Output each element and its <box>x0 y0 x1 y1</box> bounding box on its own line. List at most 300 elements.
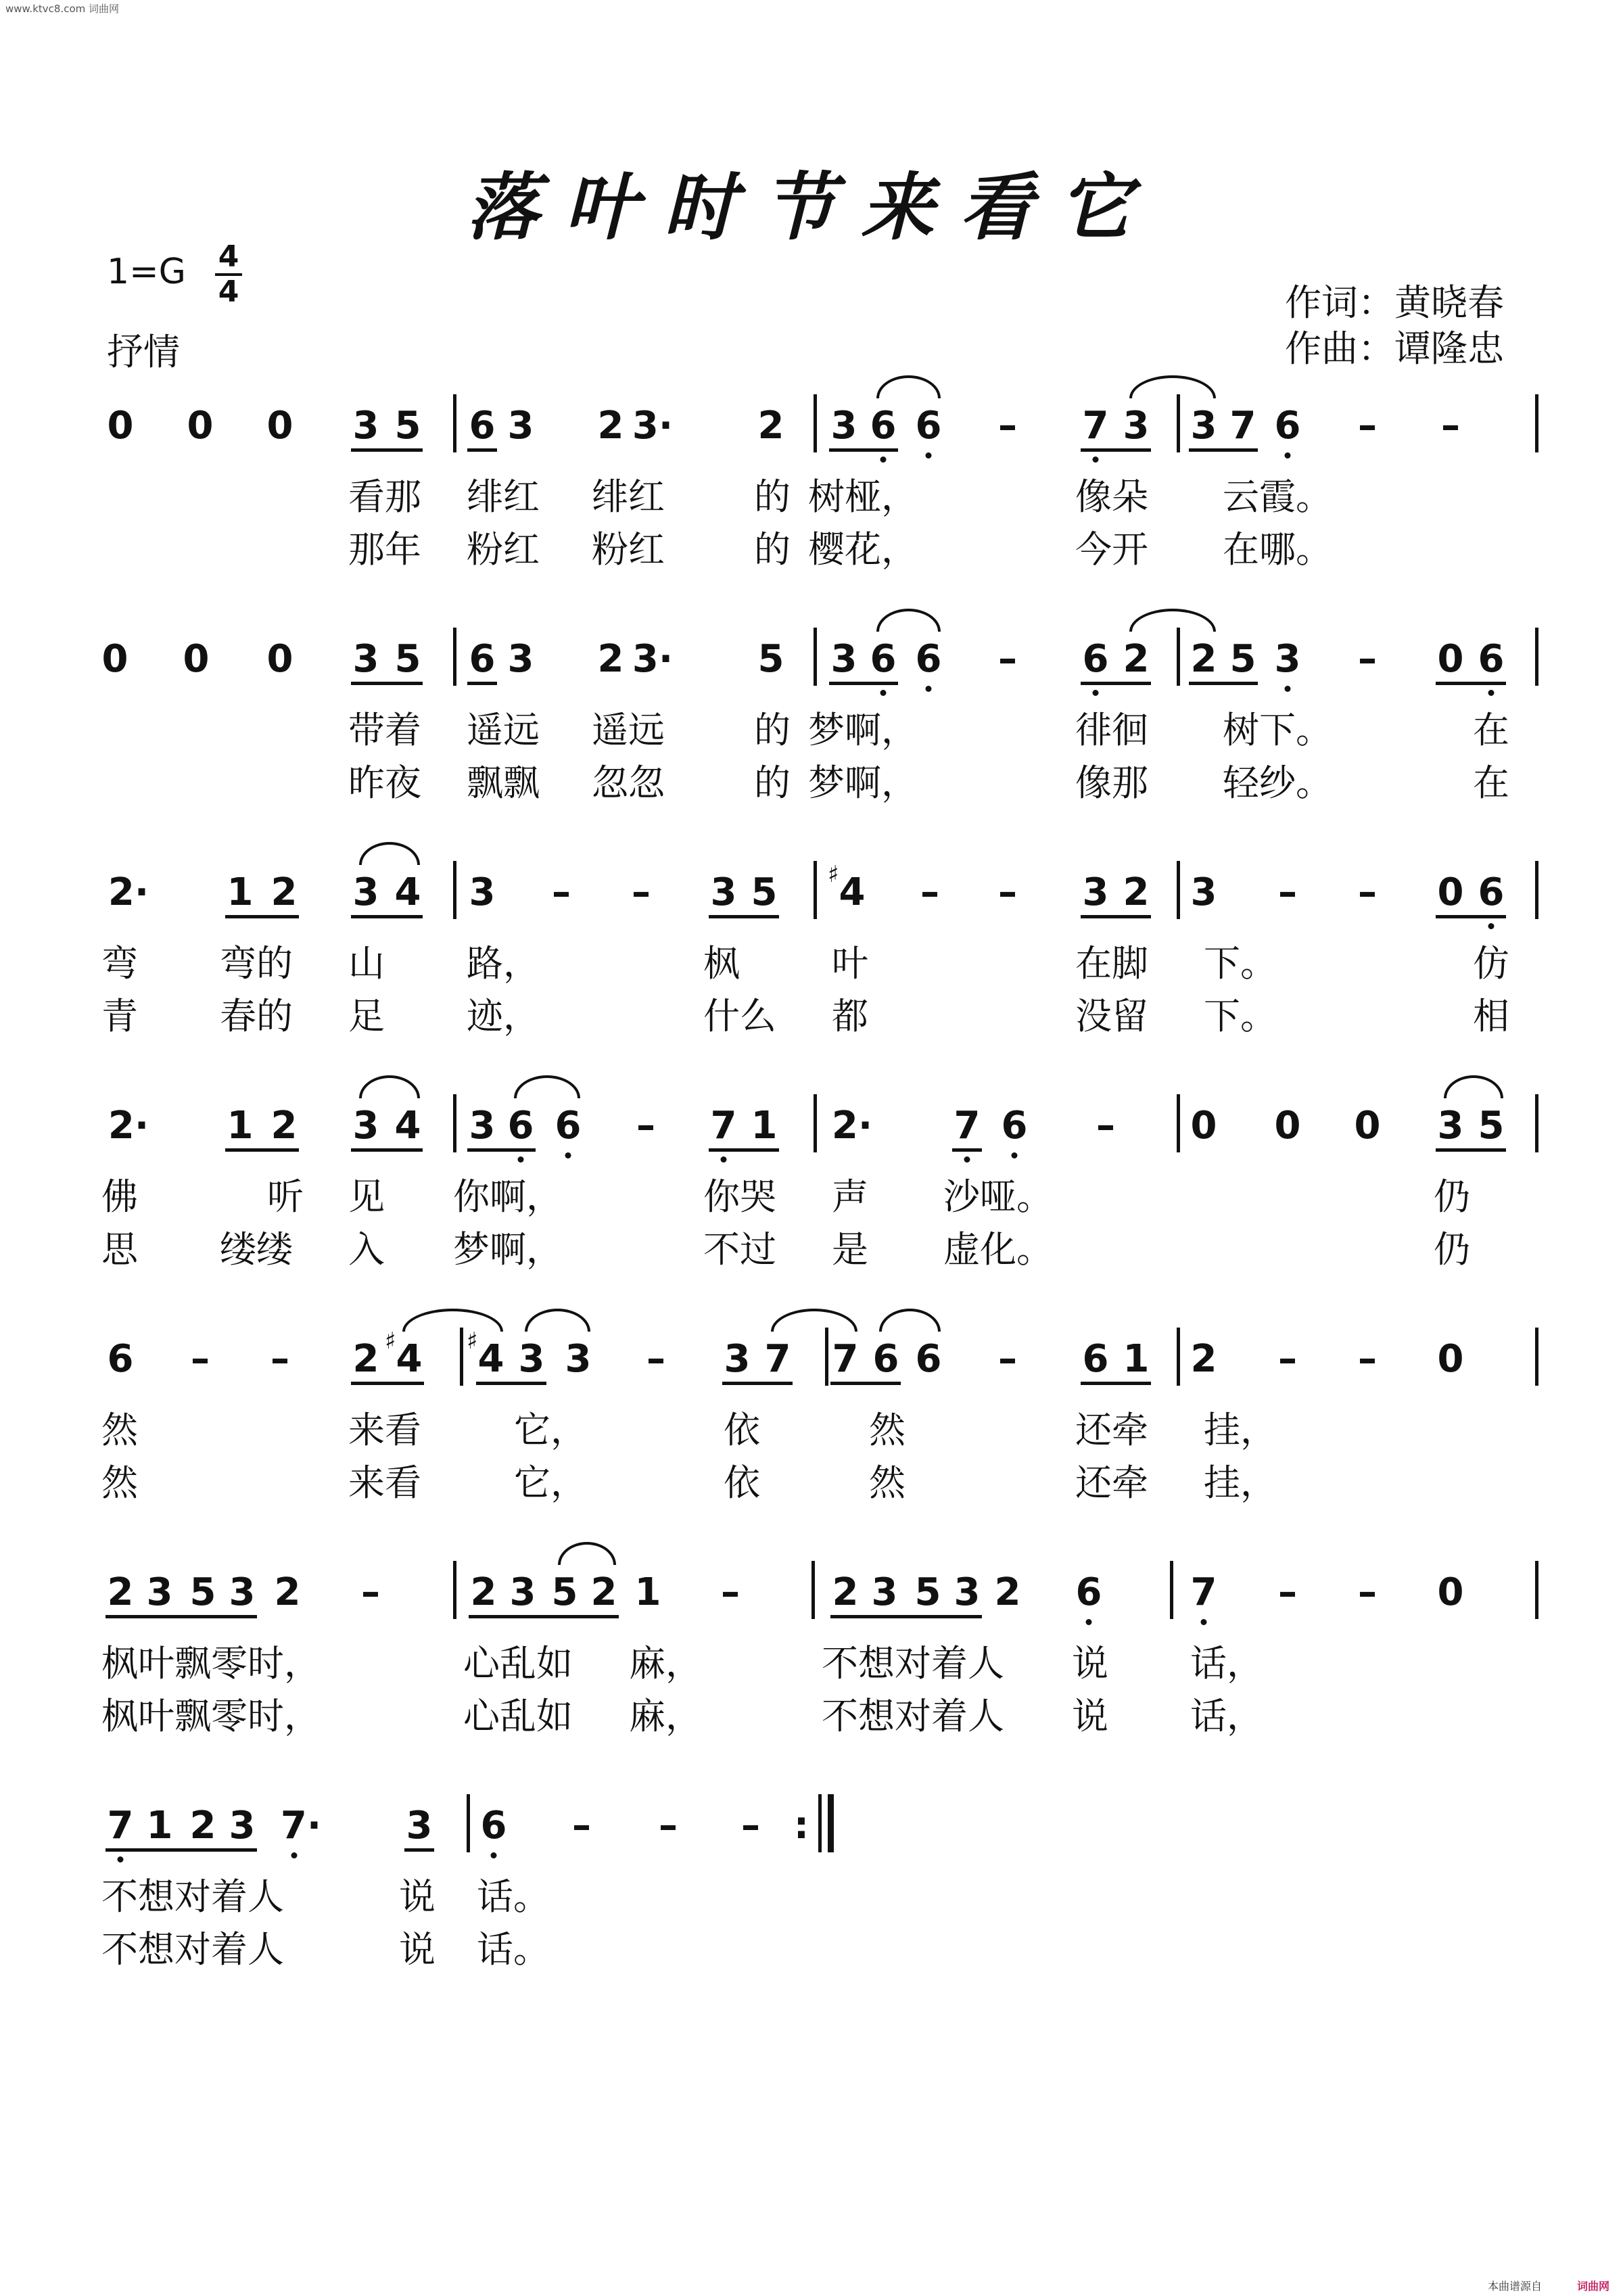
note: 1 <box>1123 1337 1150 1381</box>
note: 5 <box>1478 1104 1505 1148</box>
beam-underline <box>225 915 299 918</box>
lyric-word: 仿 <box>1473 942 1509 985</box>
dash: – <box>572 1804 591 1848</box>
lyric-word: 云霞。 <box>1223 475 1332 518</box>
beam-underline <box>1081 682 1151 685</box>
repeat-end-bar <box>818 1794 822 1852</box>
lyric-word: 沙哑。 <box>943 1175 1053 1218</box>
beam-underline <box>351 915 423 918</box>
note: 6 <box>915 1337 942 1381</box>
song-title: 落叶时节来看它 <box>465 165 1157 250</box>
note: 3 <box>352 1104 379 1148</box>
lyric-word: 山 <box>348 942 385 985</box>
notes-row <box>0 861 1623 950</box>
note: 2· <box>108 870 149 914</box>
lyric-word: 在脚 <box>1075 942 1148 985</box>
bar-line <box>453 861 456 919</box>
beam-underline <box>351 1148 423 1152</box>
lyric-word: 像那 <box>1075 762 1148 804</box>
lyric-word: 在哪。 <box>1223 528 1332 571</box>
note: 7 <box>107 1804 134 1848</box>
note: 5 <box>914 1570 941 1614</box>
note: 3 <box>146 1570 173 1614</box>
note: 0 <box>1437 1337 1464 1381</box>
note: 3 <box>469 870 496 914</box>
site-watermark: www.ktvc8.com 词曲网 <box>5 3 120 15</box>
bar-line <box>814 1094 817 1152</box>
lyric-word: 不想对着人 <box>101 1928 284 1971</box>
note: 3 <box>1190 870 1217 914</box>
note: 2 <box>994 1570 1021 1614</box>
lyric-word: 下。 <box>1204 995 1277 1037</box>
lyric-word: 然 <box>101 1409 138 1451</box>
note: 3 <box>469 1104 496 1148</box>
lyric-word: 绯红 <box>467 475 540 518</box>
dash: – <box>1278 1337 1297 1381</box>
beam-underline <box>467 448 497 452</box>
bar-line <box>814 861 817 919</box>
slur <box>359 842 420 865</box>
note: 0 <box>266 404 293 448</box>
lyric-word: 听 <box>267 1175 304 1218</box>
note: 6 <box>1082 1337 1109 1381</box>
octave-dot <box>1012 1152 1018 1158</box>
octave-dot <box>926 686 932 692</box>
lyric-word: 心乱如 <box>463 1695 573 1737</box>
note: 2 <box>832 1570 859 1614</box>
lyric-word: 那年 <box>348 528 421 571</box>
lyric-word: 麻， <box>629 1642 702 1685</box>
lyric-word: 忽忽 <box>592 762 665 804</box>
note: 5 <box>757 637 784 681</box>
bar-line <box>1170 1561 1173 1619</box>
note: 2 <box>1190 637 1217 681</box>
lyric-word: 依 <box>724 1461 760 1504</box>
bar-line <box>814 394 817 452</box>
lyric-word: 它， <box>514 1409 587 1451</box>
lyric-word: 路， <box>467 942 540 985</box>
dash: – <box>1358 637 1377 681</box>
lyric-word: 是 <box>832 1228 868 1271</box>
dash: – <box>721 1570 740 1614</box>
lyric-word: 带着 <box>348 709 421 751</box>
octave-dot <box>721 1156 727 1163</box>
note: 1 <box>227 870 254 914</box>
lyric-word: 心乱如 <box>463 1642 573 1685</box>
beam-underline <box>469 1615 619 1618</box>
dash: – <box>920 870 939 914</box>
note: 3 <box>509 1570 536 1614</box>
note: 0 <box>1437 1570 1464 1614</box>
lyric-word: 然 <box>869 1461 905 1504</box>
lyric-word: 仍 <box>1434 1228 1470 1271</box>
octave-dot <box>964 1156 970 1163</box>
note: 4 <box>477 1337 504 1381</box>
lyric-word: 都 <box>832 995 868 1037</box>
bar-line <box>453 1094 456 1152</box>
octave-dot <box>1093 690 1099 696</box>
note: 2 <box>270 1104 298 1148</box>
slur <box>876 609 941 632</box>
note: 7 <box>1190 1570 1217 1614</box>
note: 3 <box>871 1570 898 1614</box>
octave-dot <box>1488 690 1495 696</box>
dash: – <box>1278 1570 1297 1614</box>
beam-underline <box>829 448 898 452</box>
dash: – <box>636 1104 655 1148</box>
note: 6 <box>469 404 496 448</box>
note: 7 <box>1082 404 1109 448</box>
lyric-word: 挂， <box>1204 1409 1277 1451</box>
beam-underline <box>105 1848 257 1852</box>
lyric-word: 春的 <box>220 995 293 1037</box>
beam-underline <box>1189 448 1258 452</box>
note: 6 <box>1478 870 1505 914</box>
dash: – <box>998 870 1017 914</box>
lyric-word: 来看 <box>348 1409 421 1451</box>
octave-dot <box>518 1156 524 1163</box>
dash: – <box>1358 1337 1377 1381</box>
note: 1 <box>751 1104 778 1148</box>
beam-underline <box>225 1148 299 1152</box>
note: 6 <box>107 1337 134 1381</box>
dash: – <box>552 870 571 914</box>
note: 5 <box>751 870 778 914</box>
slur <box>1129 375 1216 398</box>
bar-line <box>1535 394 1538 452</box>
note: 6 <box>469 637 496 681</box>
lyric-word: 话。 <box>477 1928 550 1971</box>
tempo-marking: 抒情 <box>107 331 180 373</box>
note: 7 <box>764 1337 791 1381</box>
lyric-word: 粉红 <box>467 528 540 571</box>
dash: – <box>646 1337 665 1381</box>
lyric-word: 的 <box>754 528 791 571</box>
note: 6 <box>480 1804 507 1848</box>
note: 5 <box>1229 637 1256 681</box>
dash: – <box>659 1804 678 1848</box>
note: 7· <box>280 1804 322 1848</box>
dash: – <box>632 870 651 914</box>
note: 3 <box>518 1337 545 1381</box>
note: 2 <box>590 1570 617 1614</box>
lyric-word: 樱花， <box>808 528 918 571</box>
lyric-word: 树下。 <box>1223 709 1332 751</box>
note: 2 <box>1190 1337 1217 1381</box>
note: 2 <box>270 870 298 914</box>
lyric-word: 不想对着人 <box>822 1695 1004 1737</box>
lyric-word: 叶 <box>832 942 868 985</box>
lyric-word: 还牵 <box>1075 1461 1148 1504</box>
lyric-word: 它， <box>514 1461 587 1504</box>
slur <box>1129 609 1216 632</box>
octave-dot <box>565 1152 571 1158</box>
beam-underline <box>829 682 898 685</box>
lyric-word: 说 <box>1072 1695 1108 1737</box>
lyric-word: 的 <box>754 762 791 804</box>
lyric-word: 在 <box>1473 762 1509 804</box>
key-signature: 1=G <box>107 252 186 292</box>
note: 5 <box>189 1570 216 1614</box>
dash: – <box>191 1337 210 1381</box>
lyric-word: 枫叶飘零时， <box>101 1695 321 1737</box>
note: 0 <box>1190 1104 1217 1148</box>
bar-line <box>467 1794 470 1852</box>
note: 3 <box>352 870 379 914</box>
note: 3· <box>632 404 674 448</box>
beam-underline <box>467 1148 536 1152</box>
note: 5 <box>394 637 421 681</box>
lyric-word: 说 <box>1072 1642 1108 1685</box>
note: 3 <box>565 1337 592 1381</box>
lyric-word: 飘飘 <box>467 762 540 804</box>
note: 3 <box>507 404 534 448</box>
beam-underline <box>722 1382 793 1385</box>
note: 6 <box>1274 404 1301 448</box>
lyric-word: 话， <box>1190 1695 1263 1737</box>
bar-line <box>460 1328 463 1386</box>
composer: 作曲：谭隆忠 <box>1285 327 1504 370</box>
sharp-sign: ♯ <box>828 861 839 888</box>
note: 0 <box>1437 870 1464 914</box>
lyric-word: 的 <box>754 475 791 518</box>
beam-underline <box>1436 915 1506 918</box>
note: 2 <box>470 1570 497 1614</box>
note: 1 <box>634 1570 661 1614</box>
beam-underline <box>1081 448 1151 452</box>
note: 6 <box>507 1104 534 1148</box>
note: 3 <box>352 637 379 681</box>
octave-dot <box>880 690 887 696</box>
bar-line <box>1177 1328 1180 1386</box>
lyric-word: 弯 <box>101 942 138 985</box>
dash: – <box>1358 870 1377 914</box>
note: 3 <box>352 404 379 448</box>
octave-dot <box>1285 686 1291 692</box>
lyric-word: 看那 <box>348 475 421 518</box>
lyric-word: 梦啊， <box>808 762 918 804</box>
lyric-word: 话。 <box>477 1875 550 1918</box>
bar-line <box>812 1561 815 1619</box>
note: 3 <box>1082 870 1109 914</box>
dash: – <box>361 1570 380 1614</box>
note: 3 <box>954 1570 981 1614</box>
lyric-word: 虚化。 <box>943 1228 1053 1271</box>
lyric-word: 然 <box>869 1409 905 1451</box>
lyric-word: 足 <box>348 995 385 1037</box>
note: 4 <box>394 1104 421 1148</box>
note: 0 <box>1354 1104 1381 1148</box>
note: 3 <box>710 870 737 914</box>
lyric-word: 绯红 <box>592 475 665 518</box>
notes-row <box>0 1102 1623 1184</box>
note: 6 <box>1082 637 1109 681</box>
lyric-word: 入 <box>348 1228 385 1271</box>
bar-line <box>825 1328 828 1386</box>
note: 2 <box>189 1804 216 1848</box>
note: 2 <box>274 1570 301 1614</box>
lyric-word: 徘徊 <box>1075 709 1148 751</box>
beam-underline <box>1436 1148 1506 1152</box>
note: 3 <box>1190 404 1217 448</box>
note: 0 <box>1274 1104 1301 1148</box>
slur <box>1444 1075 1503 1098</box>
notes-row <box>0 636 1623 717</box>
time-signature <box>215 239 242 309</box>
note: 0 <box>1437 637 1464 681</box>
bar-line <box>1177 394 1180 452</box>
note: : <box>793 1804 809 1848</box>
sharp-sign: ♯ <box>467 1328 478 1355</box>
lyric-word: 什么 <box>703 995 776 1037</box>
note: 6 <box>915 637 942 681</box>
lyricist: 作词：黄晓春 <box>1285 281 1504 324</box>
note: 6 <box>1001 1104 1028 1148</box>
note: 3 <box>724 1337 751 1381</box>
note: 3 <box>830 637 857 681</box>
lyric-word: 树桠， <box>808 475 918 518</box>
note: 1 <box>146 1804 173 1848</box>
dash: – <box>1096 1104 1115 1148</box>
note: 2 <box>1123 870 1150 914</box>
bar-line <box>453 628 456 686</box>
note: 7 <box>832 1337 859 1381</box>
octave-dot <box>1285 452 1291 459</box>
beam-underline <box>351 682 423 685</box>
note: 6 <box>555 1104 582 1148</box>
lyric-word: 下。 <box>1204 942 1277 985</box>
note: 7 <box>710 1104 737 1148</box>
beam-underline <box>1081 1382 1151 1385</box>
dash: – <box>1358 1570 1377 1614</box>
dash: – <box>1441 404 1460 448</box>
slur <box>879 1309 941 1332</box>
lyric-word: 麻， <box>629 1695 702 1737</box>
lyric-word: 在 <box>1473 709 1509 751</box>
octave-dot <box>1201 1619 1207 1625</box>
bar-line <box>1177 861 1180 919</box>
lyric-word: 梦啊， <box>808 709 918 751</box>
note: 2· <box>108 1104 149 1148</box>
lyric-word: 然 <box>101 1461 138 1504</box>
lyric-word: 今开 <box>1075 528 1148 571</box>
note: 0 <box>107 404 134 448</box>
octave-dot <box>926 452 932 459</box>
lyric-word: 像朵 <box>1075 475 1148 518</box>
note: 0 <box>266 637 293 681</box>
lyric-word: 你哭 <box>703 1175 776 1218</box>
note: 7 <box>1229 404 1256 448</box>
octave-dot <box>880 456 887 463</box>
beam-underline <box>830 1382 901 1385</box>
beam-underline <box>1436 682 1506 685</box>
beam-underline <box>709 1148 779 1152</box>
lyric-word: 说 <box>399 1928 436 1971</box>
octave-dot <box>118 1856 124 1862</box>
bar-line <box>1177 1094 1180 1152</box>
beam-underline <box>952 1148 982 1152</box>
note: 0 <box>183 637 210 681</box>
notes-row <box>0 1569 1623 1650</box>
slur <box>558 1542 616 1565</box>
slur <box>876 375 941 398</box>
note: 6 <box>870 637 897 681</box>
lyric-word: 梦啊， <box>453 1228 563 1271</box>
lyric-word: 粉红 <box>592 528 665 571</box>
note: 6 <box>1478 637 1505 681</box>
lyric-word: 迹， <box>467 995 540 1037</box>
dash: – <box>1278 870 1297 914</box>
note: 6 <box>1075 1570 1102 1614</box>
note: 0 <box>101 637 128 681</box>
lyric-word: 不过 <box>703 1228 776 1271</box>
notes-row <box>0 1802 1623 1883</box>
lyric-word: 昨夜 <box>348 762 421 804</box>
note: 4 <box>839 870 866 914</box>
lyric-word: 青 <box>101 995 138 1037</box>
bar-line <box>1535 1561 1538 1619</box>
dash: – <box>998 1337 1017 1381</box>
slur <box>771 1309 857 1332</box>
note: 5 <box>394 404 421 448</box>
note: 6 <box>915 404 942 448</box>
note: 2· <box>831 1104 873 1148</box>
beam-underline <box>351 1382 424 1385</box>
note: 2 <box>107 1570 134 1614</box>
note: 4 <box>396 1337 423 1381</box>
bar-line <box>453 1561 456 1619</box>
footer-source: 本曲谱源自 <box>1488 2280 1543 2293</box>
note: 3 <box>1437 1104 1464 1148</box>
lyric-word: 话， <box>1190 1642 1263 1685</box>
note: 3 <box>830 404 857 448</box>
bar-line <box>1535 1328 1538 1386</box>
lyric-word: 轻纱。 <box>1223 762 1332 804</box>
note: 6 <box>870 404 897 448</box>
lyric-word: 你啊， <box>453 1175 563 1218</box>
beam-underline <box>1189 682 1258 685</box>
beam-underline <box>830 1615 982 1618</box>
bar-line <box>1535 861 1538 919</box>
note: 6 <box>872 1337 899 1381</box>
slur <box>525 1309 590 1332</box>
lyric-word: 见 <box>348 1175 385 1218</box>
lyric-word: 仍 <box>1434 1175 1470 1218</box>
note: 3 <box>507 637 534 681</box>
lyric-word: 声 <box>832 1175 868 1218</box>
dash: – <box>1358 404 1377 448</box>
lyric-word: 枫叶飘零时， <box>101 1642 321 1685</box>
slur <box>359 1075 420 1098</box>
lyric-word: 思 <box>101 1228 138 1271</box>
note: 1 <box>227 1104 254 1148</box>
note: 5 <box>551 1570 578 1614</box>
lyric-word: 来看 <box>348 1461 421 1504</box>
dash: – <box>270 1337 289 1381</box>
lyric-word: 还牵 <box>1075 1409 1148 1451</box>
note: 4 <box>394 870 421 914</box>
lyric-word: 的 <box>754 709 791 751</box>
dash: – <box>741 1804 760 1848</box>
sharp-sign: ♯ <box>385 1328 396 1355</box>
lyric-word: 遥远 <box>592 709 665 751</box>
lyric-word: 没留 <box>1075 995 1148 1037</box>
note: 3 <box>229 1804 256 1848</box>
lyric-word: 挂， <box>1204 1461 1277 1504</box>
note: 2 <box>1123 637 1150 681</box>
note: 7 <box>954 1104 981 1148</box>
dash: – <box>998 404 1017 448</box>
